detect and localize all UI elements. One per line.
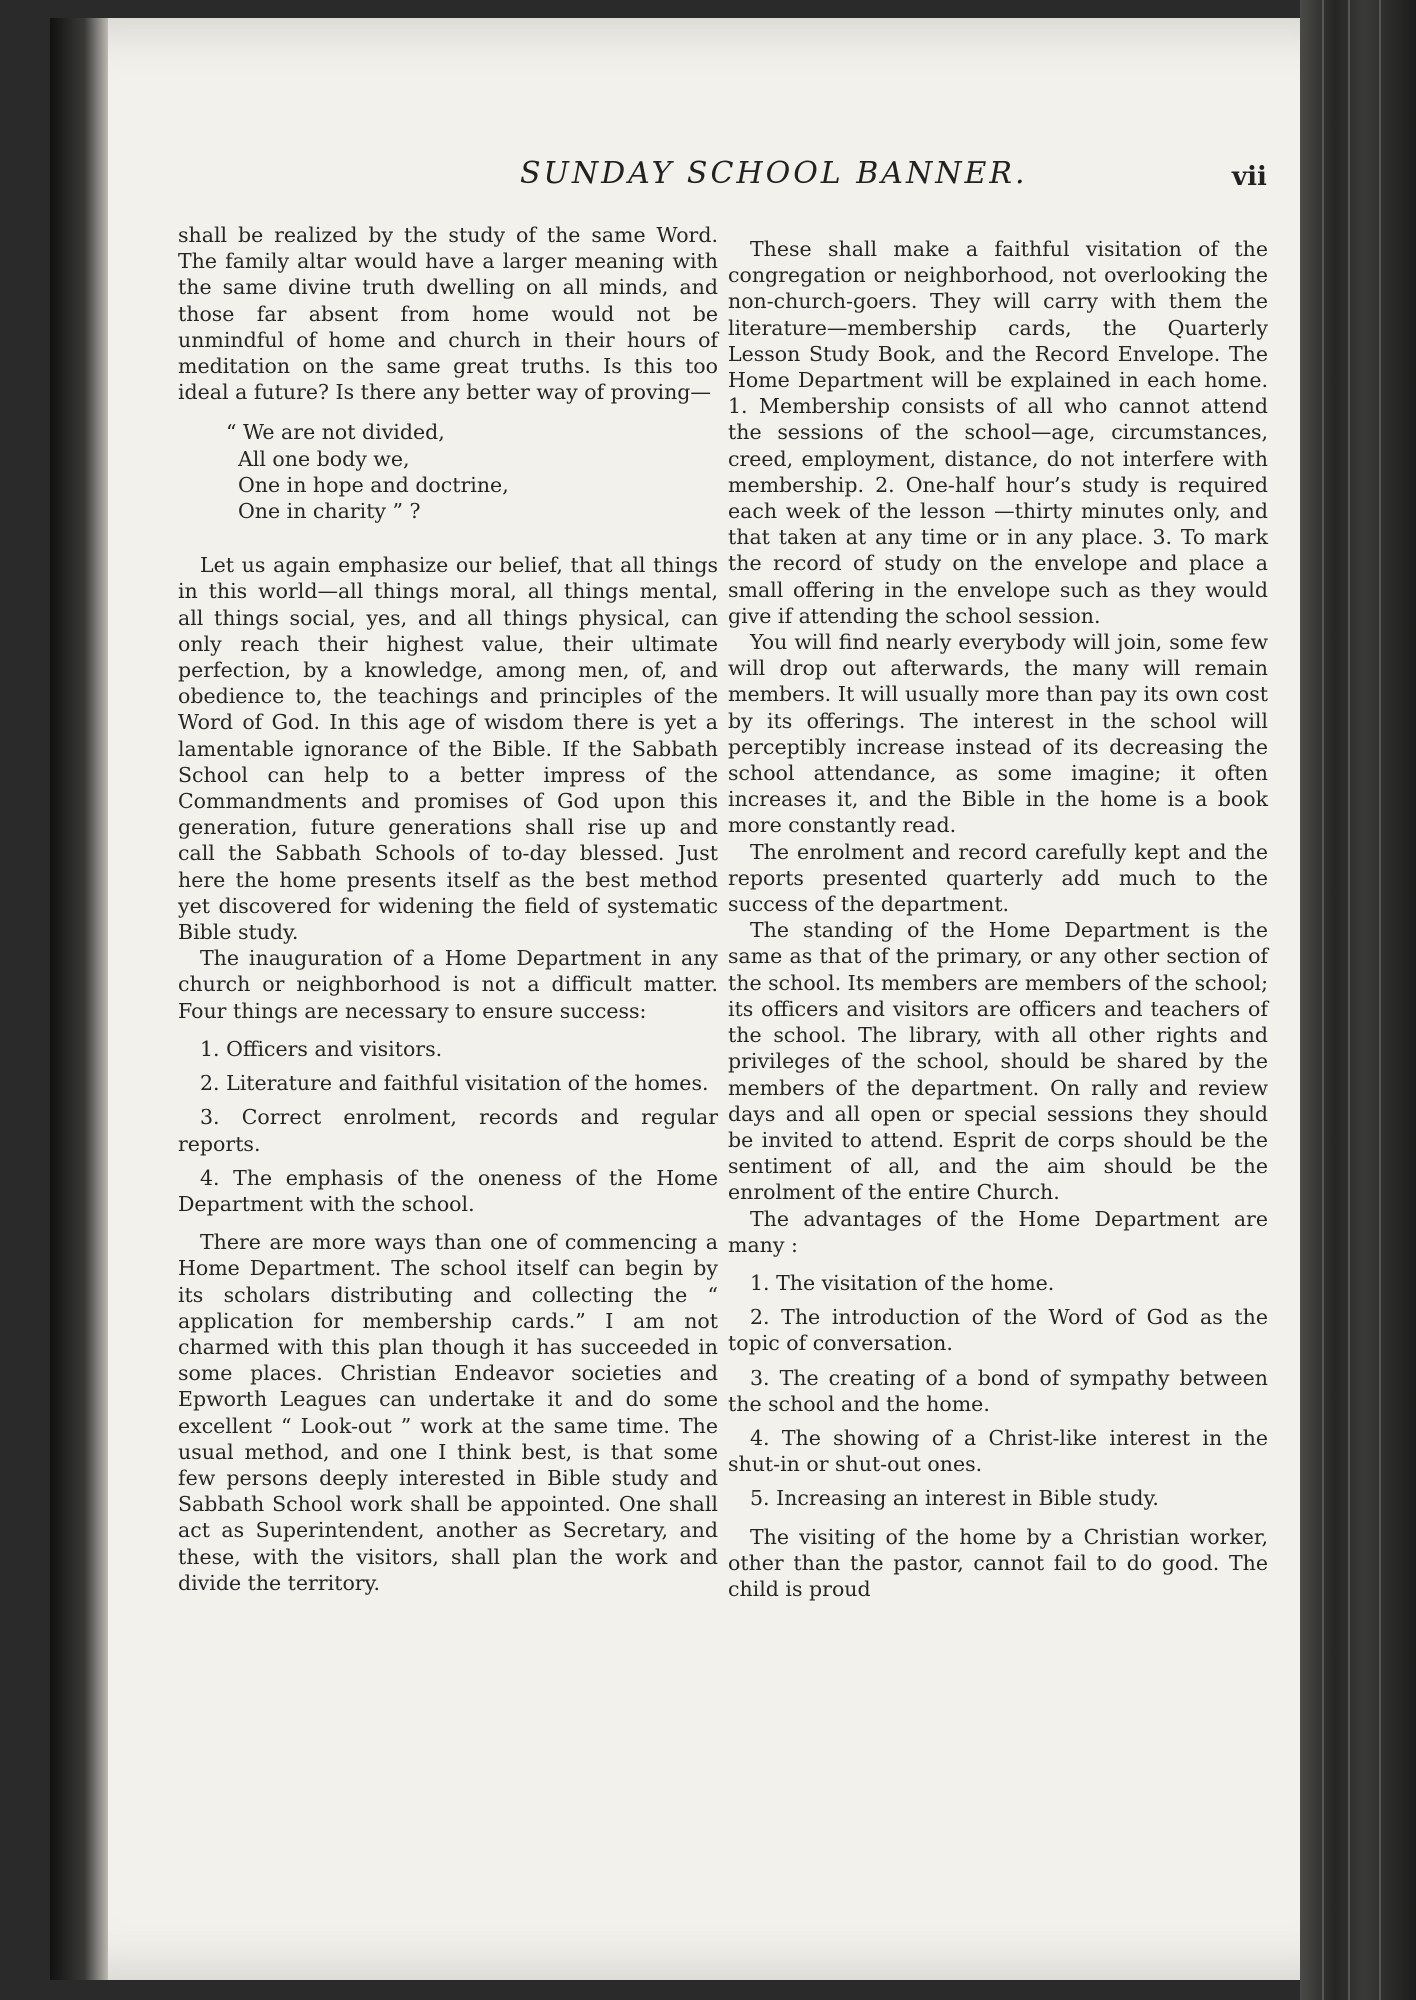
list-item: 2. The introduction of the Word of God as the topic of conversation. bbox=[728, 1305, 1268, 1356]
page-edge-line bbox=[1322, 0, 1324, 2000]
page-header bbox=[470, 156, 1330, 202]
verse-line: All one body we, bbox=[238, 446, 410, 471]
page-edge-line bbox=[1379, 0, 1381, 2000]
paragraph: These shall make a faithful visitation of the congregation or neighborhood, not overlooking the non-church-goers. They will carry with them the literature—membership cards, the Quarterly Lesson Study Book, and the Record Envelope. The Home Department will be explained in each home. 1. Membership consists of all who cannot attend the sessions of the school—age, circumstances, creed, employment, distance, do not interfere with membership. 2. One-half hour’s study is required each week of the lesson —thirty minutes only, and that taken at any time or in any place. 3. To mark the record of study on the envelope and place a small offering in the envelope such as they would give if attending the school session. bbox=[728, 237, 1268, 628]
list-item: 3. Correct enrolment, records and regular reports. bbox=[178, 1105, 718, 1156]
paragraph: The visiting of the home by a Christian worker, other than the pastor, cannot fail to do good. The child is proud bbox=[728, 1524, 1268, 1601]
verse-line: One in hope and doctrine, bbox=[238, 472, 509, 497]
paragraph: Let us again emphasize our belief, that all things in this world—all things moral, all things mental, all things social, yes, and all things physical, can only reach their highest value, their ultimate perfection, by a knowledge, among men, of, and obedience to, the teachings and principles of the Word of God. In this age of wisdom there is yet a lamentable ignorance of the Bible. If the Sabbath School can help to a better impress of the Commandments and promises of God upon this generation, future generations shall rise up and call the Sabbath Schools of to-day blessed. Just here the home presents itself as the best method yet discovered for widening the field of systematic Bible study. bbox=[178, 553, 718, 945]
paragraph: The advantages of the Home Department are many : bbox=[728, 1206, 1268, 1257]
list-item: 3. The creating of a bond of sympathy between the school and the home. bbox=[728, 1365, 1268, 1416]
list-item: 1. Officers and visitors. bbox=[200, 1036, 443, 1061]
page-gutter-shadow bbox=[50, 18, 108, 1980]
paragraph: The standing of the Home Department is the same as that of the primary, or any other section of the school. Its members are members of the school; its officers and visitors are officers and teachers of the school. The library, with all other rights and privileges of the school, should be shared by the members of the department. On rally and review days and all open or special sessions they should be invited to attend. Esprit de corps should be the sentiment of all, and the aim should be the enrolment of the entire Church. bbox=[728, 918, 1268, 1205]
paragraph: You will find nearly everybody will join, some few will drop out afterwards, the many will remain members. It will usually more than pay its own cost by its offerings. The interest in the school will perceptibly increase instead of its decreasing the school attendance, as some imagine; it often increases it, and the Bible in the home is a book more constantly read. bbox=[728, 630, 1268, 838]
list-item: 4. The emphasis of the oneness of the Home Department with the school. bbox=[178, 1165, 718, 1216]
paragraph: The inauguration of a Home Department in any church or neighborhood is not a difficult matter. Four things are necessary to ensure success: bbox=[178, 946, 718, 1023]
paragraph: There are more ways than one of commencing a Home Department. The school itself can begin by its scholars distributing and collecting the “ application for membership cards.” I am not charmed with this plan though it has succeeded in some places. Christian Endeavor societies and Epworth Leagues can undertake it and do some excellent “ Look-out ” work at the same time. The usual method, and one I think best, is that some few persons deeply interested in Bible study and Sabbath School work shall be appointed. One shall act as Superintendent, another as Secretary, and these, with the visitors, shall plan the work and divide the territory. bbox=[178, 1230, 718, 1595]
book-page bbox=[50, 18, 1365, 1980]
book-spine-edge bbox=[1300, 0, 1416, 2000]
page-edge-line bbox=[1348, 0, 1350, 2000]
verse-line: “ We are not divided, bbox=[226, 420, 445, 445]
quoted-verse bbox=[178, 419, 718, 524]
list-item: 4. The showing of a Christ-like interest in the shut-in or shut-out ones. bbox=[728, 1425, 1268, 1477]
paragraph: The enrolment and record carefully kept and the reports presented quarterly add much to the success of the department. bbox=[728, 839, 1268, 917]
paragraph: shall be realized by the study of the same Word. The family altar would have a larger meaning with the same divine truth dwelling on all minds, and those far absent from home would not be unmindful of home and church in their hours of meditation on the same great truths. Is this too ideal a future? Is there any better way of proving— bbox=[178, 223, 718, 405]
list-item: 2. Literature and faithful visitation of the homes. bbox=[200, 1071, 709, 1096]
page-number: vii bbox=[1232, 162, 1267, 192]
left-column bbox=[178, 222, 718, 1596]
list-item: 1. The visitation of the home. bbox=[750, 1270, 1055, 1295]
running-title: SUNDAY SCHOOL BANNER. bbox=[520, 156, 1028, 191]
right-column bbox=[728, 236, 1268, 1602]
list-item: 5. Increasing an interest in Bible study. bbox=[750, 1486, 1159, 1511]
verse-line: One in charity ” ? bbox=[238, 499, 421, 524]
